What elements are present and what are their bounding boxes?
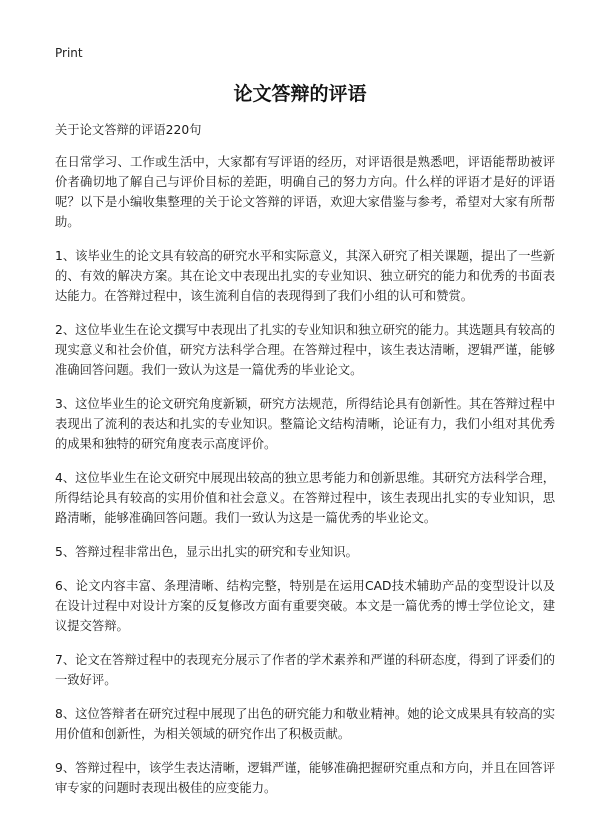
comment-item: 2、这位毕业生在论文撰写中表现出了扎实的专业知识和独立研究的能力。其选题具有较高的现实意义和社会价值，研究方法科学合理。在答辩过程中，该生表达清晰，逻辑严谨，能够准确回答问题。我们一致认为这是一篇优秀的毕业论文。 — [55, 323, 555, 377]
comment-item: 6、论文内容丰富、条理清晰、结构完整，特别是在运用CAD技术辅助产品的变型设计以及在设计过程中对设计方案的反复修改方面有重要突破。本文是一篇优秀的博士学位论文，建议提交答辩。 — [55, 579, 555, 633]
document-subtitle: 关于论文答辩的评语220句 — [55, 123, 202, 137]
comment-item: 1、该毕业生的论文具有较高的研究水平和实际意义，其深入研究了相关课题，提出了一些新的、有效的解决方案。其在论文中表现出扎实的专业知识、独立研究的能力和优秀的书面表达能力。在答辩过程中，该生流利自信的表现得到了我们小组的认可和赞赏。 — [55, 249, 555, 303]
document-body — [55, 120, 555, 812]
comment-item: 3、这位毕业生的论文研究角度新颖，研究方法规范，所得结论具有创新性。其在答辩过程中表现出了流利的表达和扎实的专业知识。整篇论文结构清晰，论证有力，我们小组对其优秀的成果和独特的研究角度表示高度评价。 — [55, 397, 555, 451]
comment-item: 8、这位答辩者在研究过程中展现了出色的研究能力和敬业精神。她的论文成果具有较高的实用价值和创新性，为相关领域的研究作出了积极贡献。 — [55, 707, 555, 741]
comment-item: 7、论文在答辩过程中的表现充分展示了作者的学术素养和严谨的科研态度，得到了评委们的一致好评。 — [55, 653, 555, 687]
page-title: 论文答辩的评语 — [233, 83, 367, 105]
intro-paragraph: 在日常学习、工作或生活中，大家都有写评语的经历，对评语很是熟悉吧，评语能帮助被评价者确切地了解自己与评价目标的差距，明确自己的努力方向。什么样的评语才是好的评语呢？以下是小编收集整理的关于论文答辩的评语，欢迎大家借鉴与参考，希望对大家有所帮助。 — [55, 155, 555, 229]
comment-item: 9、答辩过程中，该学生表达清晰，逻辑严谨，能够准确把握研究重点和方向，并且在回答评审专家的问题时表现出极佳的应变能力。 — [55, 761, 555, 795]
comment-item: 4、这位毕业生在论文研究中展现出较高的独立思考能力和创新思维。其研究方法科学合理，所得结论具有较高的实用价值和社会意义。在答辩过程中，该生表现出扎实的专业知识，思路清晰，能够准确回答问题。我们一致认为这是一篇优秀的毕业论文。 — [55, 471, 555, 525]
comment-item: 5、答辩过程非常出色，显示出扎实的研究和专业知识。 — [55, 545, 358, 559]
print-link[interactable]: Print — [55, 46, 83, 60]
